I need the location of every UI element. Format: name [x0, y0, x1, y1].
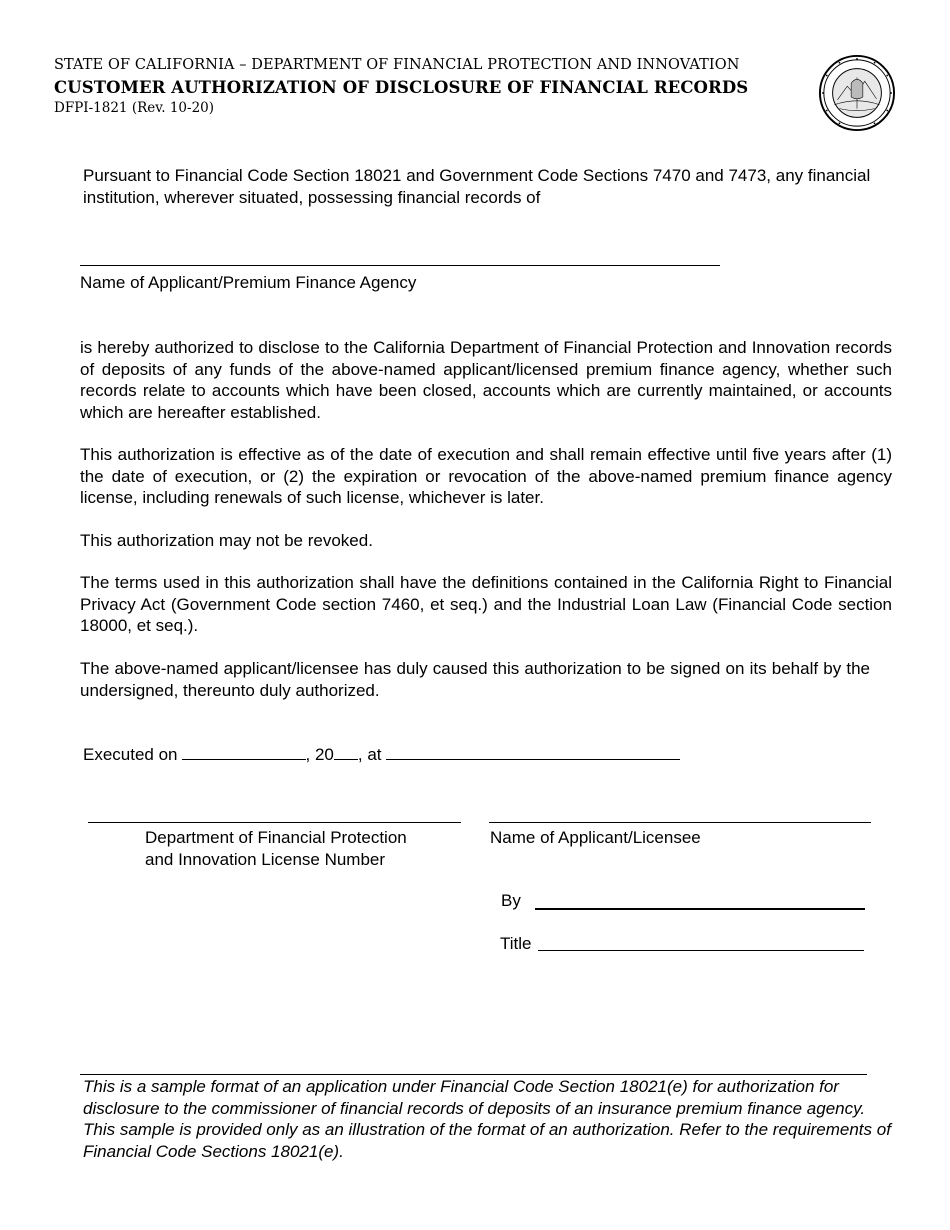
by-signature-field[interactable]: [535, 908, 865, 910]
footer-divider: [80, 1074, 867, 1075]
title-label: Title: [500, 934, 532, 953]
licensee-name-field[interactable]: [489, 822, 871, 823]
execution-place-field[interactable]: [386, 745, 680, 760]
executed-on-label: Executed on: [83, 745, 178, 764]
form-number: DFPI-1821 (Rev. 10-20): [54, 100, 215, 116]
applicant-name-field[interactable]: [80, 265, 720, 266]
license-number-label: [145, 827, 407, 870]
licensee-name-label: Name of Applicant/Licensee: [490, 828, 701, 847]
execution-place-prefix: , at: [357, 745, 382, 764]
not-revoked-paragraph: This authorization may not be revoked.: [80, 531, 373, 550]
intro-paragraph: Pursuant to Financial Code Section 18021 and Government Code Sections 7470 and 7473, any financial institution, wherever situated, possessing financial records of: [83, 166, 871, 207]
applicant-name-label: Name of Applicant/Premium Finance Agency: [80, 273, 417, 292]
form-title: CUSTOMER AUTHORIZATION OF DISCLOSURE OF FINANCIAL RECORDS: [54, 78, 749, 97]
agency-name: STATE OF CALIFORNIA – DEPARTMENT OF FINANCIAL PROTECTION AND INNOVATION: [54, 57, 740, 73]
executed-on-row: [83, 744, 680, 766]
license-label-line1: Department of Financial Protection: [145, 828, 407, 847]
license-label-line2: and Innovation License Number: [145, 849, 386, 869]
execution-date-field[interactable]: [182, 745, 306, 760]
license-number-field[interactable]: [88, 822, 461, 823]
by-label: By: [501, 891, 521, 910]
california-state-seal-icon: [818, 54, 896, 132]
signer-title-field[interactable]: [538, 950, 864, 951]
definitions-paragraph: The terms used in this authorization shall have the definitions contained in the California Right to Financial Privacy Act (Government Code section 7460, et seq.) and the Industrial Loan Law (Financial Code section 18000, et seq.).: [80, 573, 892, 635]
authorization-paragraph: is hereby authorized to disclose to the California Department of Financial Protection and Innovation records of deposits of any funds of the above-named applicant/licensed premium finance agency, whether such records relate to accounts which have been closed, accounts which are currently maintained, or accounts which are hereafter established.: [80, 338, 892, 422]
footer-note: This is a sample format of an application under Financial Code Section 18021(e) for authorization for disclosure to the commissioner of financial records of deposits of an insurance premium finance agency. This sample is provided only as an illustration of the format of an authorization. Refer to the requirements of Financial Code Sections 18021(e).: [83, 1077, 891, 1161]
effective-paragraph: This authorization is effective as of the date of execution and shall remain effective until five years after (1) the date of execution, or (2) the expiration or revocation of the above-named premium finance agency license, including renewals of such license, whichever is later.: [80, 445, 892, 507]
execution-year-prefix: , 20: [305, 745, 334, 764]
execution-year-field[interactable]: [334, 745, 358, 760]
signed-paragraph: The above-named applicant/licensee has duly caused this authorization to be signed on its behalf by the undersigned, thereunto duly authorized.: [80, 659, 870, 700]
